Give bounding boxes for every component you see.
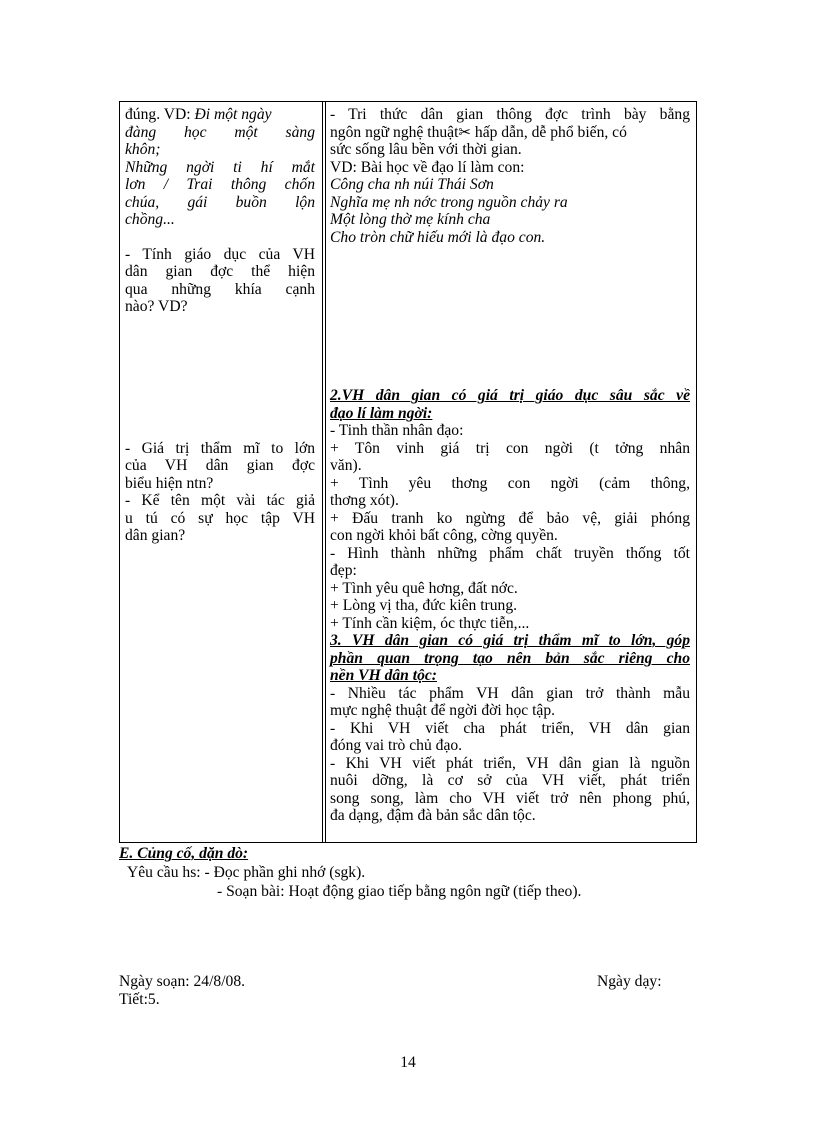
text-line: lơn / Trai thông chốn: [125, 176, 315, 193]
homework-line: Yêu cầu hs: - Đọc phần ghi nhớ (sgk).: [127, 864, 366, 881]
text-line: đa dạng, đậm đà bản sắc dân tộc.: [330, 807, 536, 824]
preparation-date: Ngày soạn: 24/8/08.: [119, 973, 246, 990]
text-line: - Tinh thần nhân đạo:: [330, 422, 464, 439]
section-heading: đạo lí làm ngời:: [330, 404, 433, 422]
text-line: + Tình yêu thơng con ngời (cảm thông,: [330, 474, 690, 492]
text-line: - Tri thức dân gian thông đợc trình bày bằng: [330, 106, 690, 123]
text-line: nuôi dỡng, là cơ sở của VH viết, phát triển: [330, 772, 690, 789]
text-line: Những ngời ti hí mắt: [125, 158, 315, 176]
text-line: của VH dân gian đợc: [125, 457, 315, 474]
homework-line: - Soạn bài: Hoạt động giao tiếp bằng ngôn ngữ (tiếp theo).: [217, 883, 582, 900]
text-line: - Tính giáo dục của VH: [125, 245, 315, 263]
poem-line: Một lòng thờ mẹ kính cha: [330, 211, 491, 228]
text-line: dân gian đợc thể hiện: [125, 263, 315, 280]
text-line: song song, làm cho VH viết trở nên phong phú,: [330, 789, 690, 807]
text-line: + Tình yêu quê hơng, đất nớc.: [330, 579, 518, 597]
text-line: sức sống lâu bền với thời gian.: [330, 141, 522, 158]
text-line: - Khi VH viết cha phát triển, VH dân gian: [330, 719, 690, 737]
text-line: + Đấu tranh ko ngừng để bảo vệ, giải phóng: [330, 509, 690, 527]
text-line: đàng học một sàng: [125, 123, 315, 141]
poem-line: Nghĩa mẹ nh nớc trong nguồn chảy ra: [330, 193, 568, 211]
section-heading: nền VH dân tộc:: [330, 667, 438, 684]
text-line: chồng...: [125, 211, 175, 228]
text-line: - Giá trị thẩm mĩ to lớn: [125, 439, 315, 457]
text-line: nào? VD?: [125, 298, 188, 315]
lesson-number: Tiết:5.: [119, 991, 160, 1008]
lesson-table: [119, 101, 697, 843]
content-column: [330, 106, 690, 825]
text-line: dân gian?: [125, 527, 186, 544]
text-line: - Hình thành những phẩm chất truyền thống tốt: [330, 544, 690, 562]
text-line: khôn;: [125, 141, 161, 158]
text-line: - Khi VH viết phát triển, VH dân gian là nguồn: [330, 754, 690, 772]
text-line: - Kể tên một vài tác giả: [125, 492, 315, 509]
text-line: chúa, gái buồn lộn: [125, 193, 315, 211]
teaching-date: Ngày dạy:: [597, 973, 662, 990]
poem-line: Công cha nh núi Thái Sơn: [330, 176, 494, 193]
section-heading: 2.VH dân gian có giá trị giáo dục sâu sắc về: [330, 387, 690, 404]
section-heading: 3. VH dân gian có giá trị thẩm mĩ to lớn, góp: [330, 632, 690, 649]
text-line: con ngời khỏi bất công, cờng quyền.: [330, 527, 558, 544]
text-line: đóng vai trò chủ đạo.: [330, 737, 463, 754]
column-divider: [325, 102, 326, 842]
text-line: + Tôn vinh giá trị con ngời (t tởng nhân: [330, 439, 690, 457]
column-divider: [322, 102, 323, 842]
text-line: - Nhiều tác phẩm VH dân gian trở thành mẫu: [330, 684, 690, 702]
section-heading: phần quan trọng tạo nên bản sắc riêng cho: [330, 649, 690, 667]
teacher-questions-column: [125, 106, 315, 545]
consolidation-heading: E. Củng cố, dặn dò:: [119, 845, 249, 862]
text-line: u tú có sự học tập VH: [125, 509, 315, 527]
text-line: + Tính cần kiệm, óc thực tiễn,...: [330, 614, 530, 632]
text-line: thơng xót).: [330, 492, 399, 509]
text-line: + Lòng vị tha, đức kiên trung.: [330, 597, 518, 614]
scissors-icon: ✂: [458, 122, 471, 141]
text-line: mực nghệ thuật để ngời đời học tập.: [330, 702, 556, 719]
poem-line: Cho tròn chữ hiếu mới là đạo con.: [330, 228, 546, 246]
page-number: 14: [400, 1054, 416, 1071]
text-line: văn).: [330, 457, 362, 474]
text-line: VD: Bài học về đạo lí làm con:: [330, 158, 525, 176]
text-line: đẹp:: [330, 562, 357, 579]
text-line: đúng. VD: Đi một ngày: [125, 106, 272, 123]
text-line: qua những khía cạnh: [125, 280, 315, 298]
text-line: ngôn ngữ nghệ thuật✂ hấp dẫn, dễ phổ biến, có: [330, 122, 627, 141]
text-line: biểu hiện ntn?: [125, 474, 214, 492]
